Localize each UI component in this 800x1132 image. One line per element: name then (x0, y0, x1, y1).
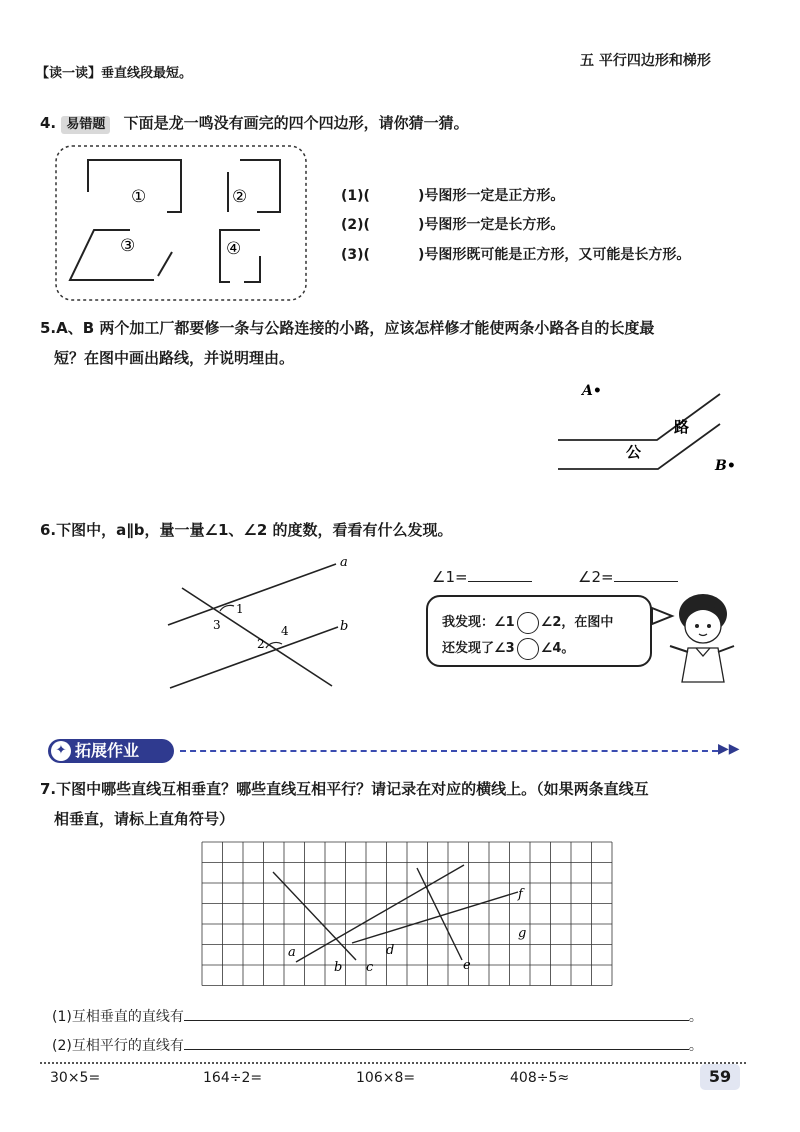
calc-3: 106×8= (356, 1070, 416, 1086)
shape-1-label: ① (131, 187, 147, 207)
angle-2-label: 2 (257, 637, 265, 651)
q7-prompt: 7.下图中哪些直线互相垂直？哪些直线互相平行？请记录在对应的横线上。（如果两条直线互 相垂直，请标上直角符号） (40, 780, 649, 828)
q4-option-1: (1)( )号图形一定是正方形。 (341, 188, 565, 204)
shape-3 (70, 230, 154, 280)
q6-parallel-figure (160, 550, 360, 695)
girl-eye-right (707, 624, 711, 628)
line-b-label: b (340, 619, 349, 634)
footer-dotted-line (40, 1062, 746, 1064)
girl-eye-left (695, 624, 699, 628)
line-b (170, 627, 338, 688)
label-d: d (386, 943, 395, 958)
q5-prompt: 5.A、B 两个加工厂都要修一条与公路连接的小路，应该怎样修才能使两条小路各自的长度最 短？在图中画出路线，并说明理由。 (40, 319, 655, 367)
q4-prompt (40, 113, 469, 134)
discovery-bubble (426, 595, 652, 667)
q4-option-3: (3)( )号图形既可能是正方形，又可能是长方形。 (341, 247, 691, 263)
q4-figure (54, 144, 310, 304)
q5-road-figure (550, 372, 750, 482)
angle-3-label: 3 (213, 618, 221, 632)
bubble-line-2: 还发现了∠3 ∠4。 (442, 633, 650, 665)
q4-text: 下面是龙一鸣没有画完的四个四边形，请你猜一猜。 (123, 114, 469, 132)
double-arrow-icon: ▶▶ (718, 741, 740, 757)
shape-3-label: ③ (120, 236, 136, 256)
point-b: B• (715, 458, 736, 474)
calc-2: 164÷2= (203, 1070, 263, 1086)
road-label-1: 路 (674, 418, 690, 436)
q7-grid-figure (200, 840, 620, 990)
chapter-title: 五 平行四边形和梯形 (580, 53, 711, 69)
lightbulb-icon: ✦ (51, 741, 71, 761)
banner-dashed-line (180, 750, 718, 752)
angle-2-blank[interactable] (614, 566, 678, 582)
line-a-label: a (340, 555, 348, 570)
error-prone-tag: 易错题 (61, 116, 110, 134)
angle-arc-1 (220, 605, 234, 611)
label-a: a (288, 945, 296, 960)
angle-2-measure: ∠2= (578, 566, 678, 586)
q6-prompt: 6.下图中，a∥b，量一量∠1、∠2 的度数，看看有什么发现。 (40, 521, 453, 539)
shape-3-side (158, 252, 172, 276)
square-grid (202, 842, 612, 986)
label-b: b (334, 960, 343, 975)
label-c: c (366, 960, 374, 975)
bubble-line-1: 我发现：∠1 ∠2，在图中 (442, 607, 650, 639)
angle-4-label: 4 (281, 624, 289, 638)
shape-4-side (244, 256, 260, 282)
q4-number: 4. (40, 114, 57, 132)
extension-title: 拓展作业 (75, 741, 140, 760)
reading-tip: 【读一读】垂直线段最短。 (36, 66, 193, 81)
label-f: f (518, 887, 523, 902)
label-g: g (518, 926, 527, 941)
line-c-grid (273, 872, 356, 960)
label-e: e (463, 958, 471, 973)
parallel-answer-blank[interactable] (184, 1034, 689, 1050)
extension-banner (48, 739, 174, 763)
bubble-tail (652, 608, 672, 624)
shape-2-label: ② (232, 187, 248, 207)
shape-4-label: ④ (226, 239, 242, 259)
angle-1-label: 1 (236, 602, 244, 616)
compare-circle-1[interactable] (517, 612, 539, 634)
point-a: A• (582, 383, 602, 399)
answer-parallel: (2)互相平行的直线有 。 (52, 1034, 703, 1055)
compare-circle-2[interactable] (517, 638, 539, 660)
girl-illustration (650, 590, 742, 686)
angle-1-blank[interactable] (468, 566, 532, 582)
road-top-edge (558, 394, 720, 440)
page-number: 59 (700, 1064, 740, 1090)
calc-4: 408÷5≈ (510, 1070, 570, 1086)
girl-body (682, 648, 724, 682)
answer-perpendicular: (1)互相垂直的直线有 。 (52, 1005, 703, 1026)
angle-1-measure: ∠1= (432, 566, 532, 586)
q4-option-2: (2)( )号图形一定是长方形。 (341, 217, 565, 233)
road-label-2: 公 (626, 443, 642, 461)
perpendicular-answer-blank[interactable] (184, 1005, 689, 1021)
line-e-grid (417, 868, 462, 960)
line-f-grid (352, 892, 518, 943)
calc-1: 30×5= (50, 1070, 101, 1086)
